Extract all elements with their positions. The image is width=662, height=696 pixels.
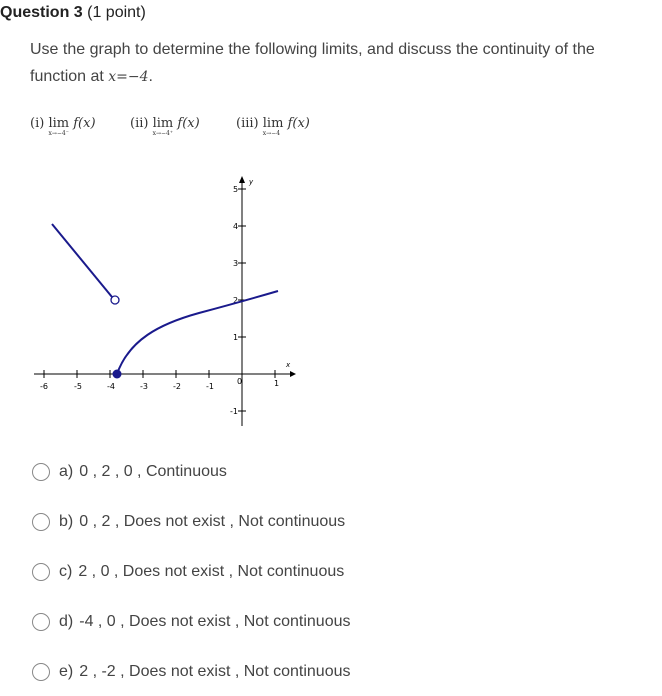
radio-button-c[interactable] xyxy=(32,563,50,581)
y-tick-label: 5 xyxy=(233,185,239,194)
y-axis-arrow xyxy=(239,176,245,183)
function-graph xyxy=(34,172,296,434)
answer-option-c[interactable]: c) 2 , 0 , Does not exist , Not continuous xyxy=(32,560,344,584)
radio-button-e[interactable] xyxy=(32,663,50,681)
y-tick-label: -1 xyxy=(230,407,238,416)
y-tick-label: 2 xyxy=(233,296,239,305)
radio-button-a[interactable] xyxy=(32,463,50,481)
option-text: -4 , 0 , Does not exist , Not continuous xyxy=(79,613,351,630)
x-tick-label: -3 xyxy=(140,382,148,391)
lim-word: lim xyxy=(48,116,70,131)
lim-word: lim xyxy=(262,116,284,131)
limit-i: (i) lim x→−4⁻ f(x) xyxy=(30,116,96,137)
y-tick-label: 3 xyxy=(233,259,239,268)
answer-option-d[interactable]: d) -4 , 0 , Does not exist , Not continuous xyxy=(32,610,350,634)
lim-subscript: x→−4⁻ xyxy=(48,130,69,137)
option-text: 2 , -2 , Does not exist , Not continuous xyxy=(79,663,351,680)
x-axis-arrow xyxy=(290,371,296,377)
option-text: 0 , 2 , Does not exist , Not continuous xyxy=(79,513,346,530)
x-tick-label: -1 xyxy=(206,382,214,391)
x-tick-label: -2 xyxy=(173,382,181,391)
lim-word: lim xyxy=(152,116,174,131)
right-curve xyxy=(117,291,278,374)
option-text: 2 , 0 , Does not exist , Not continuous xyxy=(78,563,345,580)
question-prompt xyxy=(30,36,655,91)
x-tick-label: -4 xyxy=(107,382,115,391)
open-circle-point xyxy=(111,296,119,304)
answer-option-e[interactable]: e) 2 , -2 , Does not exist , Not continuous xyxy=(32,660,350,684)
prompt-line-1: Use the graph to determine the following limits, and discuss the continuity of the xyxy=(30,41,595,58)
prompt-math: x=−4 xyxy=(108,69,149,85)
question-points: (1 point) xyxy=(82,4,146,21)
question-title xyxy=(0,4,146,22)
x-tick-label: -5 xyxy=(74,382,82,391)
lim-subscript: x→−4 xyxy=(262,130,281,137)
y-tick-label: 4 xyxy=(233,222,239,231)
radio-button-b[interactable] xyxy=(32,513,50,531)
answer-option-a[interactable]: a) 0 , 2 , 0 , Continuous xyxy=(32,460,227,484)
left-line-segment xyxy=(52,224,112,297)
lim-subscript: x→−4⁺ xyxy=(152,130,174,137)
closed-circle-point xyxy=(113,370,122,379)
radio-button-d[interactable] xyxy=(32,613,50,631)
question-number: Question 3 xyxy=(0,4,83,21)
x-tick-label: 0 xyxy=(237,377,243,386)
answer-option-b[interactable]: b) 0 , 2 , Does not exist , Not continuous xyxy=(32,510,345,534)
y-tick-label: 1 xyxy=(233,333,239,342)
limit-iii: (iii) lim x→−4 f(x) xyxy=(236,116,310,137)
x-axis-label: x xyxy=(286,361,291,369)
x-tick-label: -6 xyxy=(40,382,48,391)
option-text: 0 , 2 , 0 , Continuous xyxy=(79,463,227,480)
y-axis-label: y xyxy=(249,178,254,186)
x-tick-label: 1 xyxy=(274,379,280,388)
prompt-line-2: function at x=−4. xyxy=(30,68,153,85)
limit-ii: (ii) lim x→−4⁺ f(x) xyxy=(130,116,200,137)
